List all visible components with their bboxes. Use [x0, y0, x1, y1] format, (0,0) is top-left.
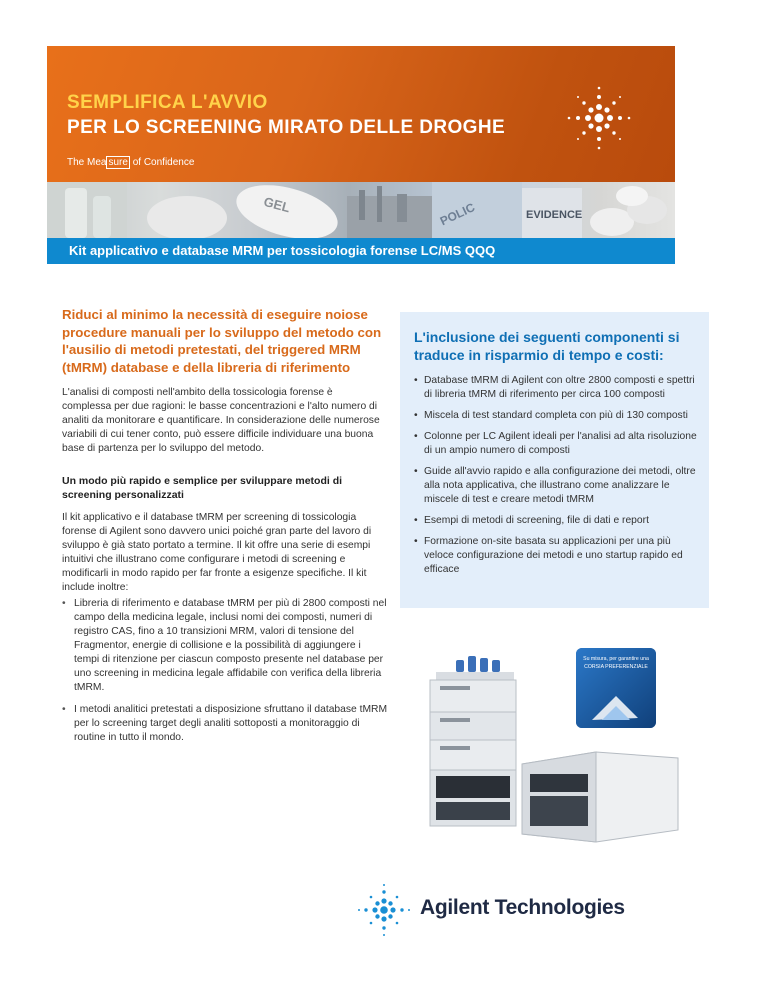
tagline [67, 157, 194, 168]
sidebar-list [414, 374, 702, 584]
page-title [67, 90, 505, 140]
tagline-part: of Confidence [129, 157, 195, 168]
tagline-part: The Mea [67, 157, 107, 168]
title-line-2: PER LO SCREENING MIRATO DELLE DROGHE [67, 117, 506, 138]
tagline-boxed-part: sure [108, 157, 128, 168]
list-item: • Colonne per LC Agilent ideali per l'analisi ad alta risoluzione di un ampio numero di composti [414, 430, 702, 458]
list-item: • Esempi di metodi di screening, file di dati e report [414, 514, 702, 528]
badge-line-1: Su misura, per garantire una [583, 656, 649, 662]
list-item: • Database tMRM di Agilent con oltre 2800 composti e spettri di libreria tMRM di riferimento per circa 100 composti [414, 374, 702, 402]
subtitle-bar [47, 238, 675, 264]
photo-label-police: POLIC [437, 200, 477, 229]
photo-collage-art [47, 182, 675, 238]
benefits-sidebar [400, 312, 709, 608]
list-item: • Guide all'avvio rapido e alla configurazione dei metodi, oltre alla nota applicativa, che illustrano come analizzare le miscele di test e creare metodi tMRM [414, 465, 702, 507]
kit-features-list [62, 597, 388, 753]
list-item: • Formazione on-site basata su applicazioni per una più veloce configurazione dei metodi e uno startup rapido ed efficace [414, 535, 702, 577]
list-item: • Miscela di test standard completa con più di 130 composti [414, 409, 702, 423]
agilent-spark-icon [559, 78, 639, 158]
sidebar-title: L'inclusione dei seguenti componenti si traduce in risparmio di tempo e costi: [414, 329, 680, 363]
section-subheading: Un modo più rapido e semplice per sviluppare metodi di screening personalizzati [62, 475, 343, 501]
list-item: • I metodi analitici pretestati a disposizione sfruttano il database tMRM per lo screening target degli analiti sottoposti a monitoraggio di routine in tutto il mondo. [62, 703, 388, 745]
subtitle-text: Kit applicativo e database MRM per tossicologia forense LC/MS QQQ [69, 243, 496, 258]
body-paragraph: Il kit applicativo e il database tMRM per screening di tossicologia forense di Agilent sono davvero unici poiché gran parte del lavoro di sviluppo è già stato portato a termine. Il kit offre una serie di esempi intuitivi che illustrano come configurare i metodi di screening e modificarli in modo rapido per far fronte a esigenze specifiche. Il kit include inoltre: [62, 512, 372, 593]
agilent-logo-icon [356, 882, 412, 938]
intro-paragraph: L'analisi di composti nell'ambito della tossicologia forense è complessa per due ragioni: le basse concentrazioni e l'alto numero di analiti da monitorare e quantificare. In considerazione delle numerose variabili di cui tener conto, può essere difficile individuare una buona base di partenza per lo sviluppo del metodo. [62, 387, 380, 454]
lcms-instrument-image [416, 640, 688, 850]
list-item: • Libreria di riferimento e database tMRM per più di 2800 composti nel campo della medicina legale, inclusi nomi dei composti, numeri di registro CAS, fino a 10 transizioni MRM, valori di tensione del Fragmentor, energie di collisione e la possibilità di aggiungere i tempi di ritenzione per ciascun composto presente nel database per uno screening in medicina legale affidabile con verifica della libreria tMRM. [62, 597, 388, 695]
photo-collage [47, 182, 675, 238]
agilent-logo-text: Agilent Technologies [420, 896, 625, 919]
title-line-1: SEMPLIFICA L'AVVIO [67, 92, 268, 113]
lead-paragraph: Riduci al minimo la necessità di eseguire noiose procedure manuali per lo sviluppo del metodo con l'ausilio di metodi pretestati, del triggered MRM (tMRM) database e della libreria di riferimento [62, 307, 382, 375]
badge-line-2: CORSIA PREFERENZIALE [584, 664, 648, 670]
photo-label-evidence: EVIDENCE [526, 209, 583, 221]
photo-label-gel: GEL [262, 193, 292, 216]
